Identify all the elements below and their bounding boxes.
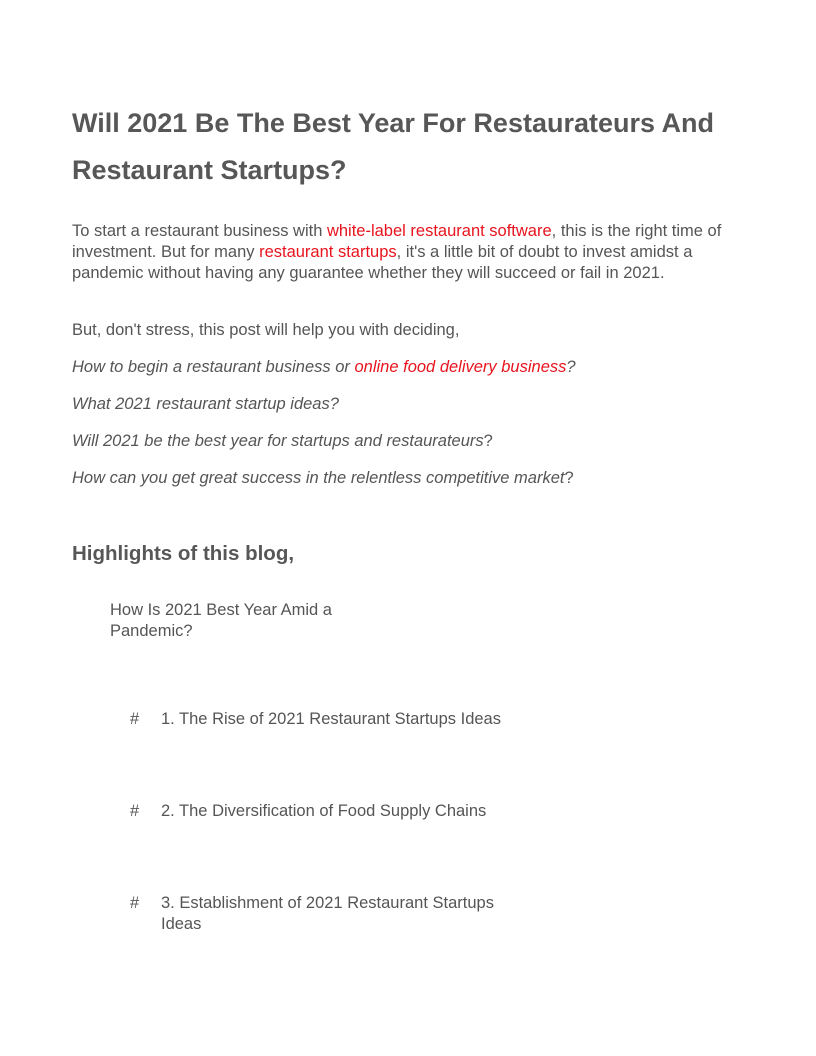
toc-item-label[interactable]: 2. The Diversification of Food Supply Chains [161, 802, 487, 820]
toc-item-label[interactable]: 3. Establishment of 2021 Restaurant Startups Ideas [161, 894, 494, 933]
question-2: What 2021 restaurant startup ideas? [72, 395, 339, 413]
highlights-heading: Highlights of this blog, [72, 542, 295, 565]
question-1-end: ? [566, 358, 576, 376]
online-food-delivery-link[interactable]: online food delivery business [354, 358, 567, 376]
question-4-text: How can you get great success in the relentless competitive market [72, 469, 565, 487]
question-3-text: Will 2021 be the best year for startups and restaurateurs [72, 432, 484, 450]
question-3 [72, 431, 493, 452]
intro-paragraph [72, 221, 722, 284]
intro-text-3: , it's a little bit of doubt to invest amidst a pandemic without having any guarantee whether they will succeed or fail in 2021. [72, 243, 693, 282]
hash-icon: # [130, 802, 140, 820]
question-1-text: How to begin a restaurant business or [72, 358, 355, 376]
question-4-end: ? [564, 469, 574, 487]
toc-item-label[interactable]: 1. The Rise of 2021 Restaurant Startups Ideas [161, 710, 501, 728]
hash-icon: # [130, 710, 140, 728]
intro-text-1: To start a restaurant business with [72, 222, 327, 240]
white-label-software-link[interactable]: white-label restaurant software [326, 222, 552, 240]
question-3-end: ? [483, 432, 493, 450]
question-4 [72, 468, 574, 489]
question-1 [72, 357, 576, 378]
lead-in-text: But, don't stress, this post will help you with deciding, [72, 321, 460, 339]
intro-text-2: , this is the right time of investment. But for many [72, 222, 722, 261]
page-title: Will 2021 Be The Best Year For Restaurateurs And Restaurant Startups? [72, 108, 714, 185]
toc-section-title[interactable]: How Is 2021 Best Year Amid a Pandemic? [110, 601, 332, 640]
hash-icon: # [130, 894, 140, 912]
restaurant-startups-link[interactable]: restaurant startups [259, 243, 397, 261]
